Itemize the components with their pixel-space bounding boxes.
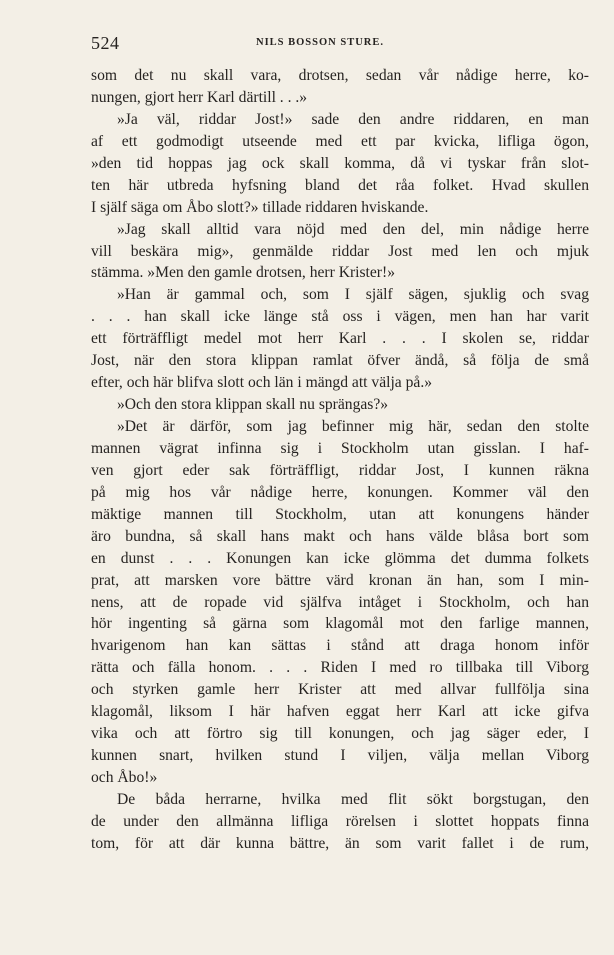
text-line: och Åbo!» <box>91 769 158 786</box>
text-line: rätta och fälla honom. . . . Riden I med ro tillbaka till Viborg <box>91 659 589 677</box>
text-line: kunnen snart, hvilken stund I viljen, välja mellan Viborg <box>91 747 589 765</box>
text-line: »Han är gammal och, som I själf sägen, sjuklig och svag <box>117 286 589 304</box>
text-line: mäktige mannen till Stockholm, utan att konungens händer <box>91 505 589 523</box>
text-line: vika och att förtro sig till konungen, och jag säger eder, I <box>91 725 589 743</box>
page-number: 524 <box>91 33 120 53</box>
page-header <box>91 33 591 55</box>
text-line: som det nu skall vara, drotsen, sedan vår nådige herre, ko- <box>91 67 589 84</box>
text-line: prat, att marsken vore bättre värd kronan än han, som I min- <box>91 571 589 589</box>
text-line: efter, och här blifva slott och län i mängd att välja på.» <box>91 374 433 392</box>
text-line: hvarigenom han kan sättas i stånd att draga honom inför <box>91 637 589 655</box>
text-line: äro bundna, så skall hans makt och hans välde blåsa bort som <box>91 527 589 545</box>
text-line: De båda herrarne, hvilka med flit sökt borgstugan, den <box>117 790 589 808</box>
text-line: . . . han skall icke länge stå oss i vägen, men han har varit <box>91 308 589 326</box>
text-line: »Det är därför, som jag befinner mig här, sedan den stolte <box>117 418 589 435</box>
body-text <box>91 65 589 855</box>
text-line: tom, för att där kunna bättre, än som varit fallet i de rum, <box>91 834 589 852</box>
text-line: hör ingenting så gärna som klagomål mot den farlige mannen, <box>91 615 589 633</box>
text-line: »Ja väl, riddar Jost!» sade den andre riddaren, en man <box>117 110 589 128</box>
text-line: stämma. »Men den gamle drotsen, herr Krister!» <box>91 264 395 282</box>
text-line: nens, att de ropade vid själfva intåget i Stockholm, och han <box>91 593 589 611</box>
text-line: af ett godmodigt utseende med ett par kvicka, lifliga ögon, <box>91 132 589 150</box>
text-line: »Och den stora klippan skall nu sprängas?» <box>117 396 389 414</box>
text-line: och styrken gamle herr Krister att med allvar fullfölja sina <box>91 681 589 699</box>
running-head: NILS BOSSON STURE. <box>256 37 384 48</box>
text-line: ven gjort eder sak förträffligt, riddar Jost, I kunnen räkna <box>91 461 589 479</box>
text-line: de under den allmänna lifliga rörelsen i slottet hoppats finna <box>91 812 589 830</box>
text-line: Jost, när den stora klippan ramlat öfver ändå, så följa de små <box>91 352 589 370</box>
text-line: I själf säga om Åbo slott?» tillade riddaren hviskande. <box>91 198 429 216</box>
text-line: en dunst . . . Konungen kan icke glömma det dumma folkets <box>91 549 589 567</box>
text-line: nungen, gjort herr Karl därtill . . .» <box>91 88 308 106</box>
text-line: »Jag skall alltid vara nöjd med den del, min nådige herre <box>117 220 589 238</box>
text-line: mannen vägrat infinna sig i Stockholm utan gisslan. I haf- <box>91 439 589 457</box>
text-line: vill beskära mig», genmälde riddar Jost med len och mjuk <box>91 242 589 260</box>
text-line: på mig hos vår nådige herre, konungen. Kommer väl den <box>91 483 589 501</box>
text-line: »den tid hoppas jag ock skall komma, då vi tyskar från slot- <box>91 154 589 172</box>
text-line: ten här utbreda hyfsning bland det råa folket. Hvad skullen <box>91 176 589 194</box>
text-line: ett förträffligt medel mot herr Karl . . . I skolen se, riddar <box>91 330 589 348</box>
text-line: klagomål, liksom I här hafven eggat herr Karl att icke gifva <box>91 703 589 721</box>
